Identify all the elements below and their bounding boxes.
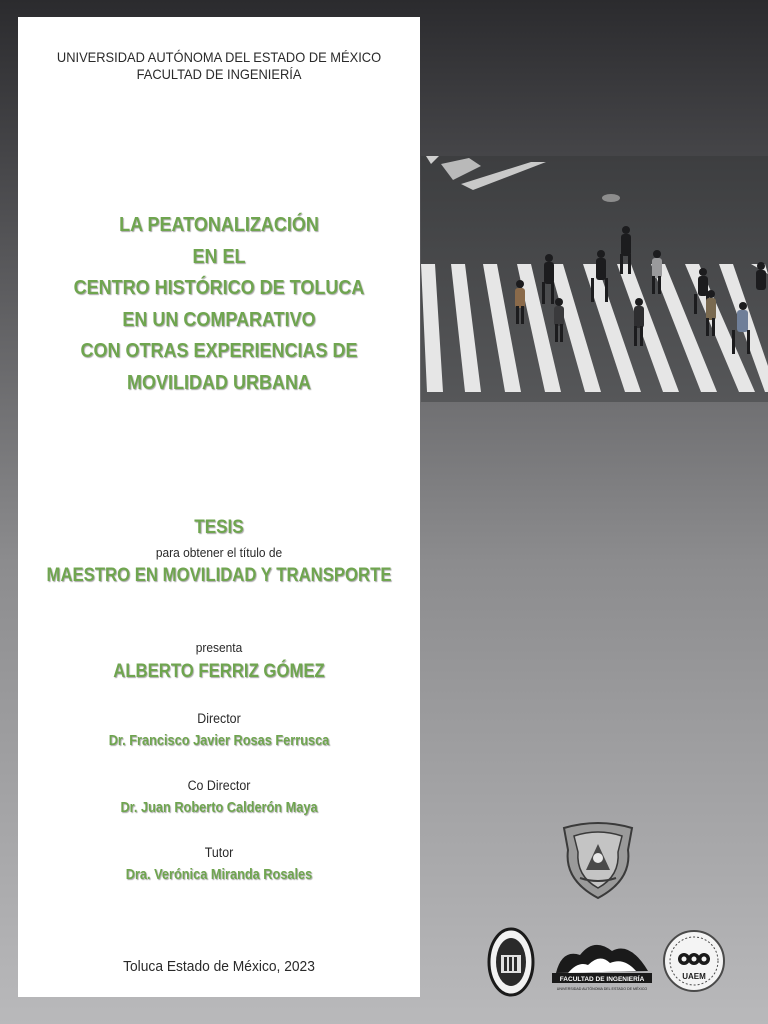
director-name: Dr. Francisco Javier Rosas Ferrusca <box>108 733 330 749</box>
tutor-name: Dra. Verónica Miranda Rosales <box>125 867 313 883</box>
university-name: UNIVERSIDAD AUTÓNOMA DEL ESTADO DE MÉXICO <box>56 49 382 65</box>
crosswalk-illustration <box>421 156 768 402</box>
title-line: LA PEATONALIZACIÓN <box>119 214 319 236</box>
presenter-label: presenta <box>195 640 243 655</box>
title-line: CON OTRAS EXPERIENCIAS DE <box>80 340 358 362</box>
faculty-name: FACULTAD DE INGENIERÍA <box>136 66 302 82</box>
director-label: Director <box>197 711 241 726</box>
title-line: CENTRO HISTÓRICO DE TOLUCA <box>73 277 365 299</box>
faculty-of-engineering-logo <box>550 935 654 993</box>
faculty-seal-logo <box>487 927 535 997</box>
faculty-logo-subtext: UNIVERSIDAD AUTÓNOMA DEL ESTADO DE MÉXICO <box>556 987 648 991</box>
uaem-seal-logo <box>662 929 726 993</box>
faculty-logo-banner: FACULTAD DE INGENIERÍA <box>559 976 645 983</box>
author-name: ALBERTO FERRIZ GÓMEZ <box>113 661 325 682</box>
document-type: TESIS <box>194 517 244 538</box>
title-line: MOVILIDAD URBANA <box>127 371 311 394</box>
place-date: Toluca Estado de México, 2023 <box>123 958 315 975</box>
institution-header <box>34 49 404 83</box>
degree-name: MAESTRO EN MOVILIDAD Y TRANSPORTE <box>46 565 392 586</box>
title-line: EN UN COMPARATIVO <box>122 308 316 331</box>
crosswalk-photo <box>421 156 768 402</box>
thesis-title <box>38 210 400 399</box>
uaem-logo-text: UAEM <box>682 972 706 981</box>
title-line: EN EL <box>192 245 246 268</box>
cover-panel <box>18 17 420 997</box>
codirector-label: Co Director <box>187 778 251 793</box>
tutor-label: Tutor <box>204 845 234 860</box>
degree-purpose: para obtener el título de <box>155 545 283 560</box>
codirector-name: Dr. Juan Roberto Calderón Maya <box>120 800 318 816</box>
university-crest-logo <box>558 820 638 900</box>
